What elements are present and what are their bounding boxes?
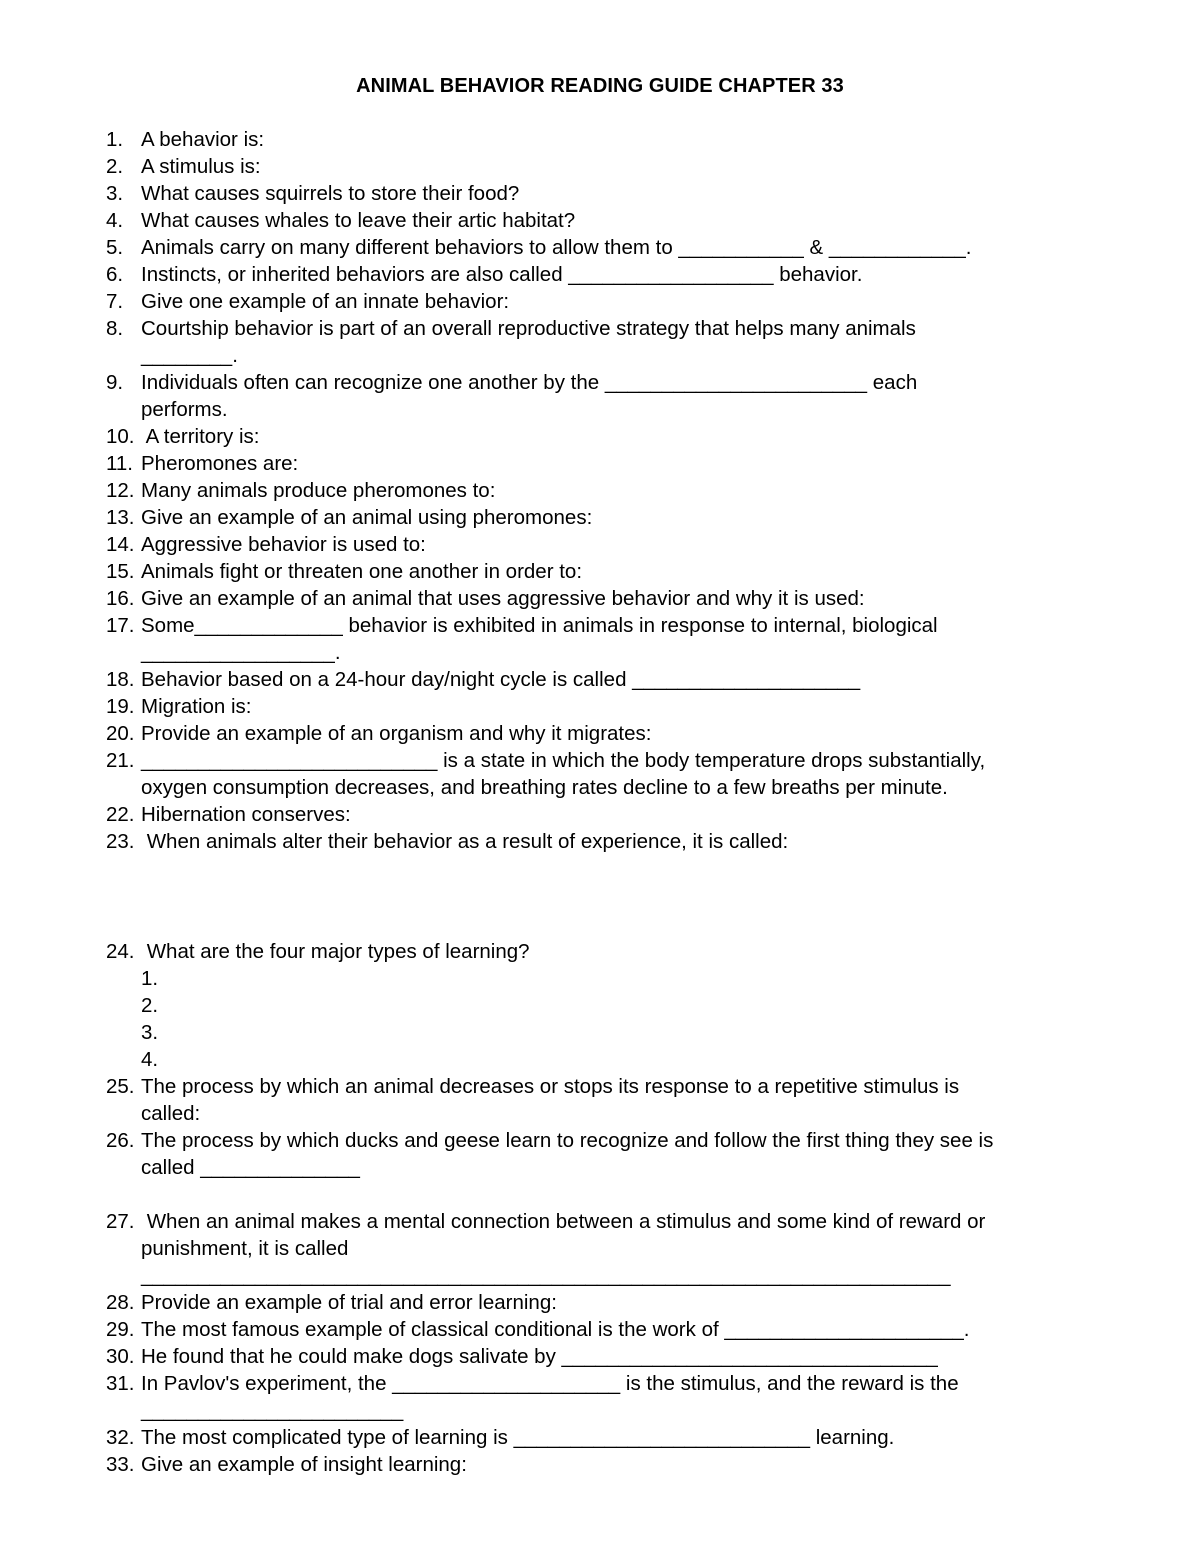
question-text: called: (141, 1102, 201, 1125)
question-text: What are the four major types of learning? (141, 940, 530, 963)
question-number: 29. (106, 1318, 135, 1341)
question-text: called ______________ (141, 1156, 360, 1179)
question-number: 7. (106, 290, 124, 313)
question-text: ________. (141, 344, 238, 367)
question-text: _______________________ (141, 1399, 404, 1422)
question-text: Instincts, or inherited behaviors are also called __________________ behavior. (141, 263, 863, 286)
question-number: 33. (106, 1453, 135, 1476)
question-text: When an animal makes a mental connection between a stimulus and some kind of reward or (141, 1210, 986, 1233)
question-text: The most famous example of classical conditional is the work of _____________________. (141, 1318, 970, 1341)
question-number: 6. (106, 263, 124, 286)
question-text: What causes whales to leave their artic habitat? (141, 209, 576, 232)
question-text: Animals fight or threaten one another in order to: (141, 560, 583, 583)
question-text: Aggressive behavior is used to: (141, 533, 426, 556)
question-text: A territory is: (141, 425, 260, 448)
sub-item-number: 1. (141, 967, 159, 990)
question-number: 16. (106, 587, 135, 610)
question-text: A stimulus is: (141, 155, 261, 178)
sub-item-number: 3. (141, 1021, 159, 1044)
question-number: 18. (106, 668, 135, 691)
question-number: 10. (106, 425, 135, 448)
question-text: _________________. (141, 641, 341, 664)
question-number: 19. (106, 695, 135, 718)
question-number: 13. (106, 506, 135, 529)
question-text: A behavior is: (141, 128, 265, 151)
question-text: Behavior based on a 24-hour day/night cycle is called ____________________ (141, 668, 861, 691)
question-text: Provide an example of an organism and why it migrates: (141, 722, 652, 745)
question-number: 23. (106, 830, 135, 853)
question-number: 17. (106, 614, 135, 637)
question-number: 9. (106, 371, 124, 394)
question-text: Courtship behavior is part of an overall reproductive strategy that helps many animals (141, 317, 916, 340)
question-text: performs. (141, 398, 228, 421)
question-number: 27. (106, 1210, 135, 1233)
question-text: Provide an example of trial and error learning: (141, 1291, 557, 1314)
question-number: 20. (106, 722, 135, 745)
question-text: Many animals produce pheromones to: (141, 479, 496, 502)
question-number: 32. (106, 1426, 135, 1449)
question-text: oxygen consumption decreases, and breathing rates decline to a few breaths per minute. (141, 776, 948, 799)
question-text: Individuals often can recognize one another by the _______________________ each (141, 371, 918, 394)
question-number: 22. (106, 803, 135, 826)
question-number: 4. (106, 209, 124, 232)
sub-item-number: 2. (141, 994, 159, 1017)
question-text: punishment, it is called (141, 1237, 349, 1260)
question-number: 24. (106, 940, 135, 963)
question-text: In Pavlov's experiment, the ____________________ is the stimulus, and the reward is the (141, 1372, 959, 1395)
question-text: What causes squirrels to store their food? (141, 182, 520, 205)
question-number: 28. (106, 1291, 135, 1314)
question-number: 25. (106, 1075, 135, 1098)
question-text: Give an example of insight learning: (141, 1453, 467, 1476)
question-number: 11. (106, 452, 133, 475)
question-text: Migration is: (141, 695, 252, 718)
question-number: 21. (106, 749, 135, 772)
question-number: 30. (106, 1345, 135, 1368)
question-number: 26. (106, 1129, 135, 1152)
question-text: Hibernation conserves: (141, 803, 351, 826)
question-text: Some_____________ behavior is exhibited in animals in response to internal, biological (141, 614, 938, 637)
question-number: 2. (106, 155, 124, 178)
question-text: Pheromones are: (141, 452, 299, 475)
question-text: _______________________________________________________________________ (141, 1264, 951, 1287)
question-number: 3. (106, 182, 124, 205)
question-number: 8. (106, 317, 124, 340)
question-text: He found that he could make dogs salivate by _________________________________ (141, 1345, 938, 1368)
question-text: The most complicated type of learning is __________________________ learning. (141, 1426, 895, 1449)
question-number: 15. (106, 560, 135, 583)
question-number: 1. (106, 128, 124, 151)
question-number: 31. (106, 1372, 135, 1395)
question-text: Animals carry on many different behaviors to allow them to ___________ & ____________. (141, 236, 972, 259)
question-number: 14. (106, 533, 135, 556)
question-number: 12. (106, 479, 135, 502)
question-text: Give an example of an animal using pheromones: (141, 506, 593, 529)
question-text: Give an example of an animal that uses aggressive behavior and why it is used: (141, 587, 865, 610)
question-text: When animals alter their behavior as a result of experience, it is called: (141, 830, 789, 853)
question-text: __________________________ is a state in which the body temperature drops substantially, (141, 749, 986, 772)
question-number: 5. (106, 236, 124, 259)
sub-item-number: 4. (141, 1048, 159, 1071)
page-title: ANIMAL BEHAVIOR READING GUIDE CHAPTER 33 (356, 75, 844, 97)
question-text: Give one example of an innate behavior: (141, 290, 510, 313)
question-text: The process by which ducks and geese learn to recognize and follow the first thing they see is (141, 1129, 994, 1152)
question-text: The process by which an animal decreases or stops its response to a repetitive stimulus is (141, 1075, 960, 1098)
